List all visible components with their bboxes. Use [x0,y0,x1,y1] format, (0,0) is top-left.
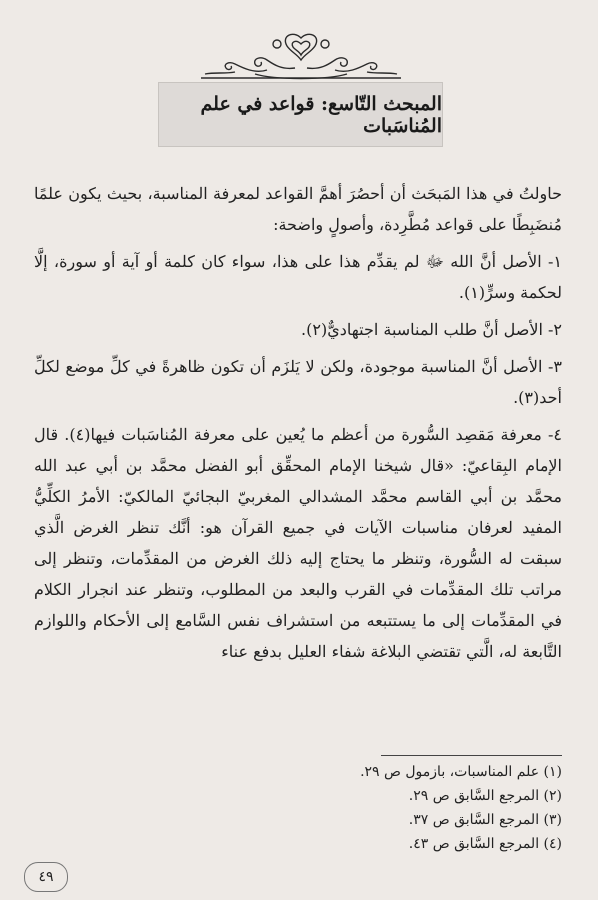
footnote-2: (٢) المرجع السَّابق ص ٢٩. [408,788,562,804]
footnote-1: (١) علم المناسبات، بازمول ص ٢٩. [360,764,562,780]
body-text [34,178,562,673]
page-number-text: ٤٩ [38,869,54,885]
paragraph-rule-3: ٣- الأصل أنَّ المناسبة موجودة، ولكن لا يَلزَم أن تكون ظاهرةً في كلِّ موضع لكلِّ أحد(٣). [34,357,562,407]
footnotes [262,760,562,856]
paragraph-rule-1: ١- الأصل أنَّ الله ﷻ لم يقدِّم هذا على هذا، سواء كان كلمة أو آية أو سورة، إلَّا لحكمة وسرٍّ(١). [34,252,562,302]
paragraph-rule-2: ٢- الأصل أنَّ طلب المناسبة اجتهاديٌّ(٢). [301,320,562,339]
footnote-3: (٣) المرجع السَّابق ص ٣٧. [408,812,562,828]
section-title-box [158,82,443,147]
ornament-icon [195,30,407,82]
paragraph-intro: حاولتُ في هذا المَبحَث أن أحصُرَ أهمَّ القواعد لمعرفة المناسبة، بحيث يكون علمًا مُنضَبِطًا على قواعد مُطَّرِدة، وأصولٍ واضحة: [34,184,562,234]
page-number [24,862,68,892]
footnote-divider [381,755,562,756]
paragraph-rule-4: ٤- معرفة مَقصِد السُّورة من أعظم ما يُعين على معرفة المُناسَبات فيها(٤). قال الإمام البِقاعيّ: «قال شيخنا الإمام المحقِّق أبو الفضل محمَّد بن أبي عبد الله محمَّد بن أبي القاسم محمَّد المشدالي المغربيّ البجائيّ المالكيّ: الأمرُ الكلِّيُّ المفيد لعرفان مناسبات الآيات في جميع القرآن هو: أنَّك تنظر الغرض الَّذي سبقت له السُّورة، وتنظر ما يحتاج إليه ذلك الغرض من المقدِّمات، وتنظر إلى مراتب تلك المقدِّمات في القرب والبعد من المطلوب، وتنظر عند انجرار الكلام في المقدِّمات إلى ما يستتبعه من استشراف نفس السَّامع إلى الأحكام واللوازم التَّابعة له، الَّتي تقتضي البلاغة شفاء العليل بدفع عناء [34,425,562,661]
footnote-4: (٤) المرجع السَّابق ص ٤٣. [408,836,562,852]
section-title: المبحث التّاسع: قواعد في علم المُناسَبات [200,92,442,137]
